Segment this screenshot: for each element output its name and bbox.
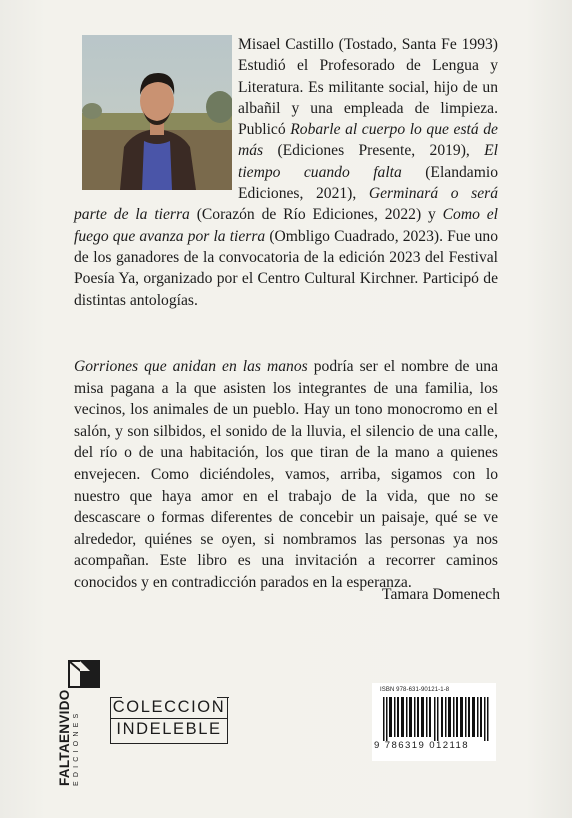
book-title-3: Germinará o será parte de la tierra <box>74 185 498 224</box>
publisher-wordmark <box>58 686 98 786</box>
badge-corner-right <box>217 697 229 698</box>
book-title-2: El tiempo cuando falta <box>238 142 498 181</box>
blurb-signature: Tamara Domenech <box>382 586 500 603</box>
bio-text-2: (Ediciones Presente, 2019), <box>263 142 485 160</box>
publisher-subtitle: EDICIONES <box>73 709 80 786</box>
badge-corner-left <box>110 697 122 698</box>
book-title-1: Robarle al cuerpo lo que está de más <box>238 121 498 160</box>
isbn-label: ISBN 978-631-90121-1-8 <box>380 687 450 693</box>
blurb-text: podría ser el nombre de una misa pagana a la que asisten los integrantes de una familia, los vecinos, los animales de un pueblo. Hay un tono monocromo en el salón, y son silbidos, el sonido de la lluvia, el silencio de una calle, del río o de una habitación, los que tiran de la mano a quienes envejecen. Como diciéndoles, vamos, arriba, sigamos con lo nuestro que haya amor en el trabajo de la vida, que no se descascare o formas diferentes de concebir un paisaje, qué se ve alrededor, quiénes se oyen, si nombramos las personas ya nos acompañan. Este libro es una invitación a recorrer caminos conocidos y en contradicción parados en la esperanza. <box>74 358 499 591</box>
bio-text-5: (Ombligo Cuadrado, 2023). Fue uno de los ganadores de la convocatoria de la edición 2023 del Festival Poesía Ya, organizado por el Centro Cultural Kirchner. Participó de distintas antologías. <box>74 227 499 309</box>
book-title-4: Como el fuego que avanza por la tierra <box>74 206 499 245</box>
bio-text-4: (Corazón de Río Ediciones, 2022) y <box>189 206 443 224</box>
book-blurb <box>74 356 498 594</box>
barcode-digits: 9 786319 012118 <box>374 740 469 751</box>
author-bio <box>74 34 498 311</box>
collection-badge <box>110 697 228 744</box>
publisher-name: FALTAENVIDO <box>57 689 72 786</box>
blurb-book-title: Gorriones que anidan en las manos <box>74 358 308 375</box>
bio-text-3: (Elandamio Ediciones, 2021), <box>238 163 498 203</box>
barcode-bars <box>383 697 489 741</box>
collection-label: COLECCION <box>112 698 226 716</box>
bio-text-1: Misael Castillo (Tostado, Santa Fe 1993) Estudió el Profesorado de Lengua y Literatura. Es militante social, hijo de un albañil y una empleada de limpieza. Publicó <box>238 36 498 139</box>
collection-name: INDELEBLE <box>111 718 227 740</box>
